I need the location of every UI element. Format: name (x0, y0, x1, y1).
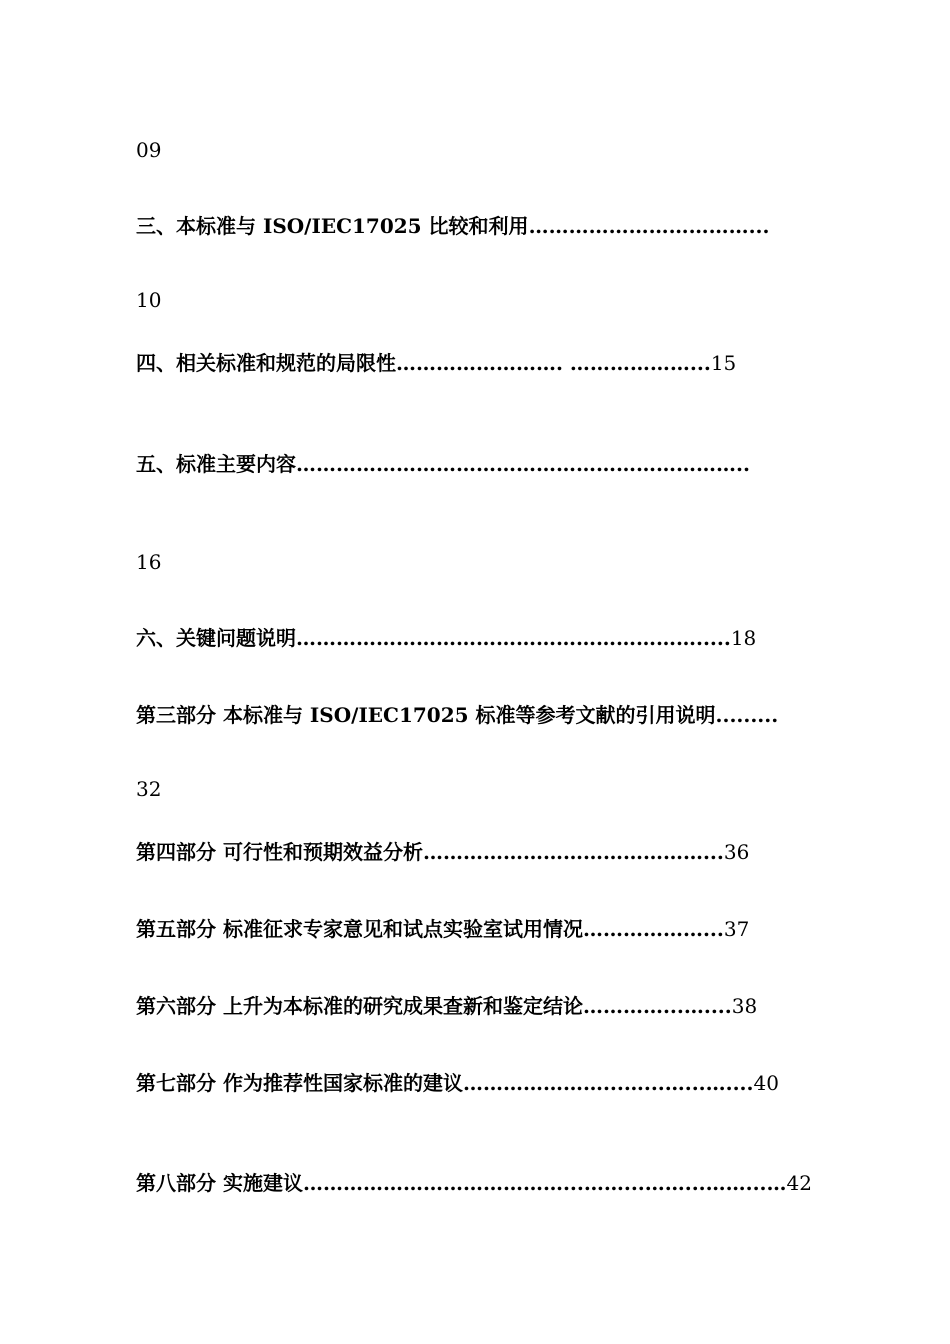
toc-entry-leader: …………...….... (582, 994, 732, 1018)
toc-entry-title: 六、关键问题说明 (136, 626, 296, 650)
toc-entry-leader: …………………...…...…...….... (462, 1071, 754, 1095)
toc-entry-leader: ………………... (582, 917, 724, 941)
toc-entry-title: 第四部分 可行性和预期效益分析 (136, 840, 423, 864)
toc-entry-title: 第八部分 实施建议 (136, 1171, 303, 1195)
toc-entry-title: 第六部分 上升为本标准的研究成果查新和鉴定结论 (136, 994, 583, 1018)
toc-entry-title: 第五部分 标准征求专家意见和试点实验室试用情况 (136, 917, 583, 941)
toc-entry (136, 451, 750, 477)
toc-entry (136, 213, 769, 239)
toc-entry-title: 四、相关标准和规范的局限性 (136, 351, 396, 375)
page-number-line: 32 (136, 777, 162, 801)
toc-entry-title: 三、本标准与 ISO/IEC17025 比较和利用 (136, 214, 529, 238)
toc-entry-leader: …………………………………...……...……...……...… (302, 1171, 787, 1195)
page-number-line: 10 (136, 288, 162, 312)
toc-entry-leader: ………………………………………………………….. (296, 452, 750, 476)
toc-entry (136, 1070, 779, 1096)
toc-entry-leader: ……………………. ………………... (396, 351, 711, 375)
toc-entry-page: 15 (710, 351, 737, 375)
toc-entry (136, 702, 778, 728)
toc-entry-title: 第七部分 作为推荐性国家标准的建议 (136, 1071, 463, 1095)
toc-entry-page: 42 (786, 1171, 812, 1195)
toc-entry (136, 916, 749, 942)
toc-entry-page: 18 (730, 626, 757, 650)
toc-entry (136, 350, 736, 376)
page-number-line: 09 (136, 138, 162, 162)
toc-entry-page: 36 (723, 840, 750, 864)
toc-entry-leader: ……………………………………………………..... (296, 626, 731, 650)
toc-entry-page: 40 (753, 1071, 779, 1095)
toc-entry-page: 37 (723, 917, 750, 941)
toc-entry (136, 625, 756, 651)
toc-entry-page: 38 (731, 994, 758, 1018)
page-number-line: 16 (136, 550, 162, 574)
toc-entry-leader: ……………………………………... (422, 840, 724, 864)
toc-entry (136, 1170, 812, 1196)
toc-entry (136, 993, 757, 1019)
toc-entry-title: 五、标准主要内容 (136, 452, 296, 476)
toc-entry-title: 第三部分 本标准与 ISO/IEC17025 标准等参考文献的引用说明 (136, 703, 716, 727)
toc-entry-leader: ......... (715, 703, 779, 727)
toc-entry (136, 839, 749, 865)
toc-entry-leader: ……………………………... (528, 214, 770, 238)
